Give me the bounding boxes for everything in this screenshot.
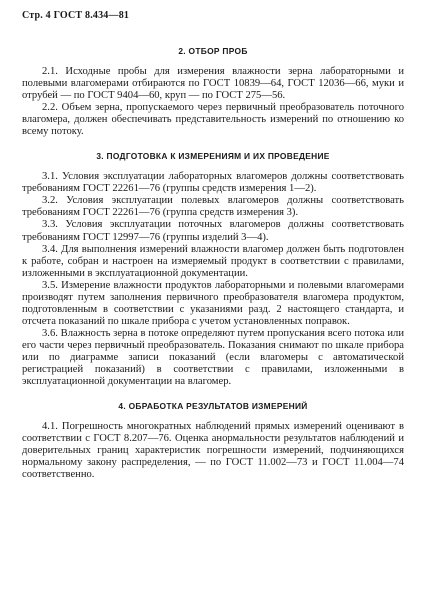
document-page — [22, 10, 404, 481]
section-title: 3. ПОДГОТОВКА К ИЗМЕРЕНИЯМ И ИХ ПРОВЕДЕНИЕ — [96, 151, 330, 162]
section-sampling — [22, 46, 404, 138]
section-title: 4. ОБРАБОТКА РЕЗУЛЬТАТОВ ИЗМЕРЕНИЙ — [118, 401, 308, 412]
section-preparation — [22, 151, 404, 388]
paragraph: 3.5. Измерение влажности продуктов лабораторными и полевыми влагомерами производят путем заполнения первичного преобразователя влагомера продуктом, подготовленным в соответствии с указаниями разд. 2 настоящего стандарта, и отсчета показаний по шкале прибора с учетом установленных поправок. — [22, 279, 404, 327]
running-head: Стр. 4 ГОСТ 8.434—81 — [22, 10, 130, 21]
paragraph: 3.4. Для выполнения измерений влажности влагомер должен быть подготовлен к работе, собран и настроен на измеряемый продукт в соответствии с правилами, изложенными в эксплуатационной документации. — [22, 243, 404, 279]
paragraph: 3.1. Условия эксплуатации лабораторных влагомеров должны соответствовать требованиям ГОСТ 22261—76 (группы средств измерения 1—2). — [22, 171, 404, 195]
paragraph: 2.2. Объем зерна, пропускаемого через первичный преобразователь поточного влагомера, должен обеспечивать представительность измерений по отношению ко всему потоку. — [22, 102, 404, 138]
section-title: 2. ОТБОР ПРОБ — [178, 46, 248, 56]
paragraph: 3.6. Влажность зерна в потоке определяют путем пропускания всего потока или его части через первичный преобразователь. Показания снимают по шкале прибора или по диаграмме записи показаний (если влагомеры с автоматической регистрацией показаний) в соответствии с правилами, изложенными в эксплуатационной документации на влагомер. — [22, 327, 404, 388]
paragraph: 4.1. Погрешность многократных наблюдений прямых измерений оценивают в соответствии с ГОСТ 8.207—76. Оценка анормальности результатов наблюдений и доверительных границ характеристик погрешности измерений, подчиняющихся нормальному закону распределения, — по ГОСТ 11.002—73 и ГОСТ 11.004—74 соответственно. — [22, 421, 404, 481]
paragraph: 3.3. Условия эксплуатации поточных влагомеров должны соответствовать требованиям ГОСТ 12997—76 (группы изделий 3—4). — [22, 219, 404, 243]
section-processing — [22, 401, 404, 481]
paragraph: 2.1. Исходные пробы для измерения влажности зерна лабораторными и полевыми влагомерами отбираются по ГОСТ 10839—64, ГОСТ 12036—66, муки и отрубей — по ГОСТ 9404—60, круп — по ГОСТ 275—56. — [22, 66, 404, 102]
paragraph: 3.2. Условия эксплуатации полевых влагомеров должны соответствовать требованиям ГОСТ 22261—76 (группа средств измерения 3). — [22, 195, 404, 219]
